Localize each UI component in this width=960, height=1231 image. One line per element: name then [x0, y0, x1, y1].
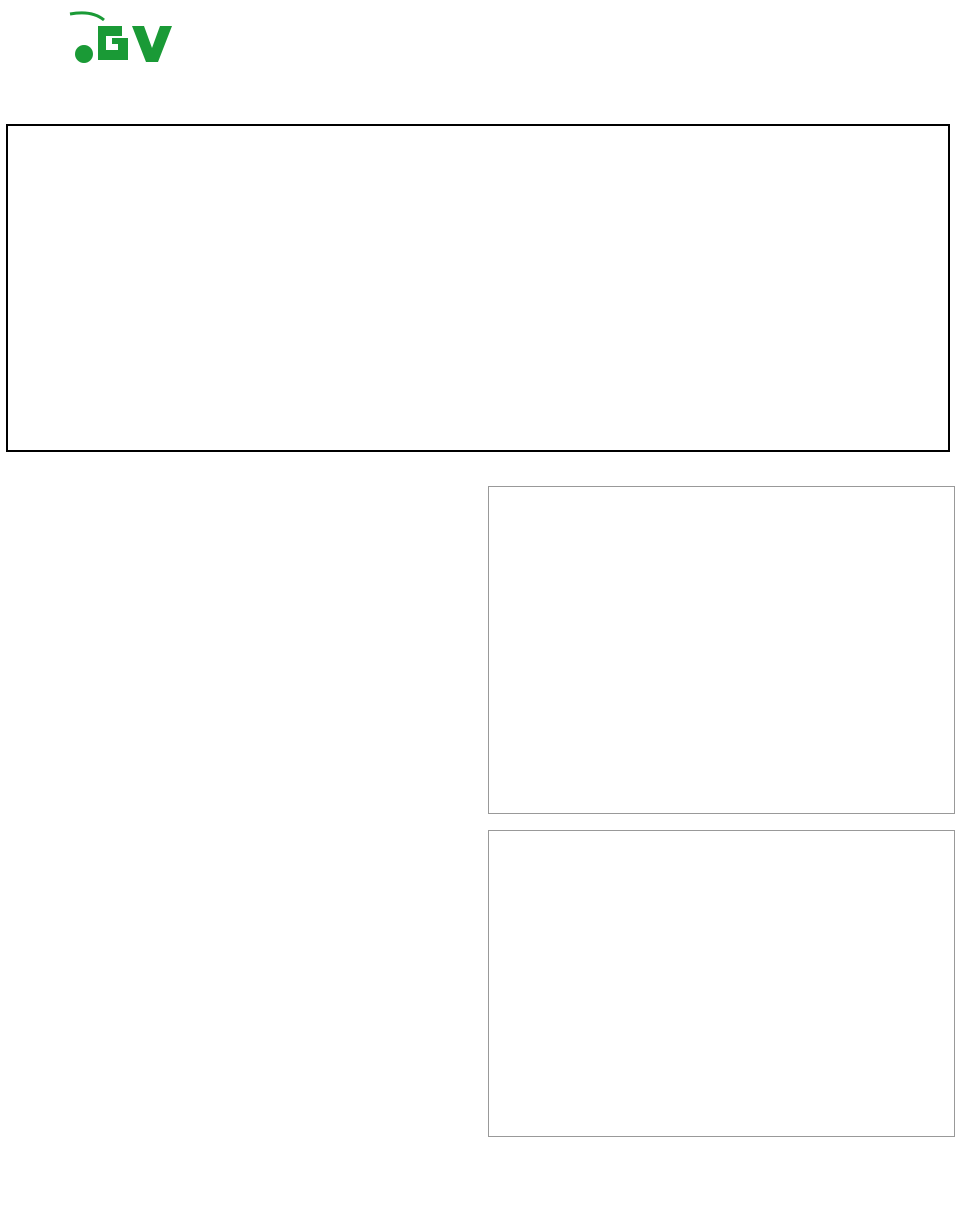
gvi-logo: [62, 10, 332, 74]
intro-summary-box: [6, 124, 950, 452]
gvi-logo-mark: [62, 10, 332, 74]
line-chart-svg: [489, 831, 954, 1136]
bar-chart-foreign-ownership: [488, 486, 955, 814]
line-chart-revenue: [488, 830, 955, 1137]
bar-chart-svg: [489, 487, 954, 813]
left-column-text: [8, 484, 468, 496]
